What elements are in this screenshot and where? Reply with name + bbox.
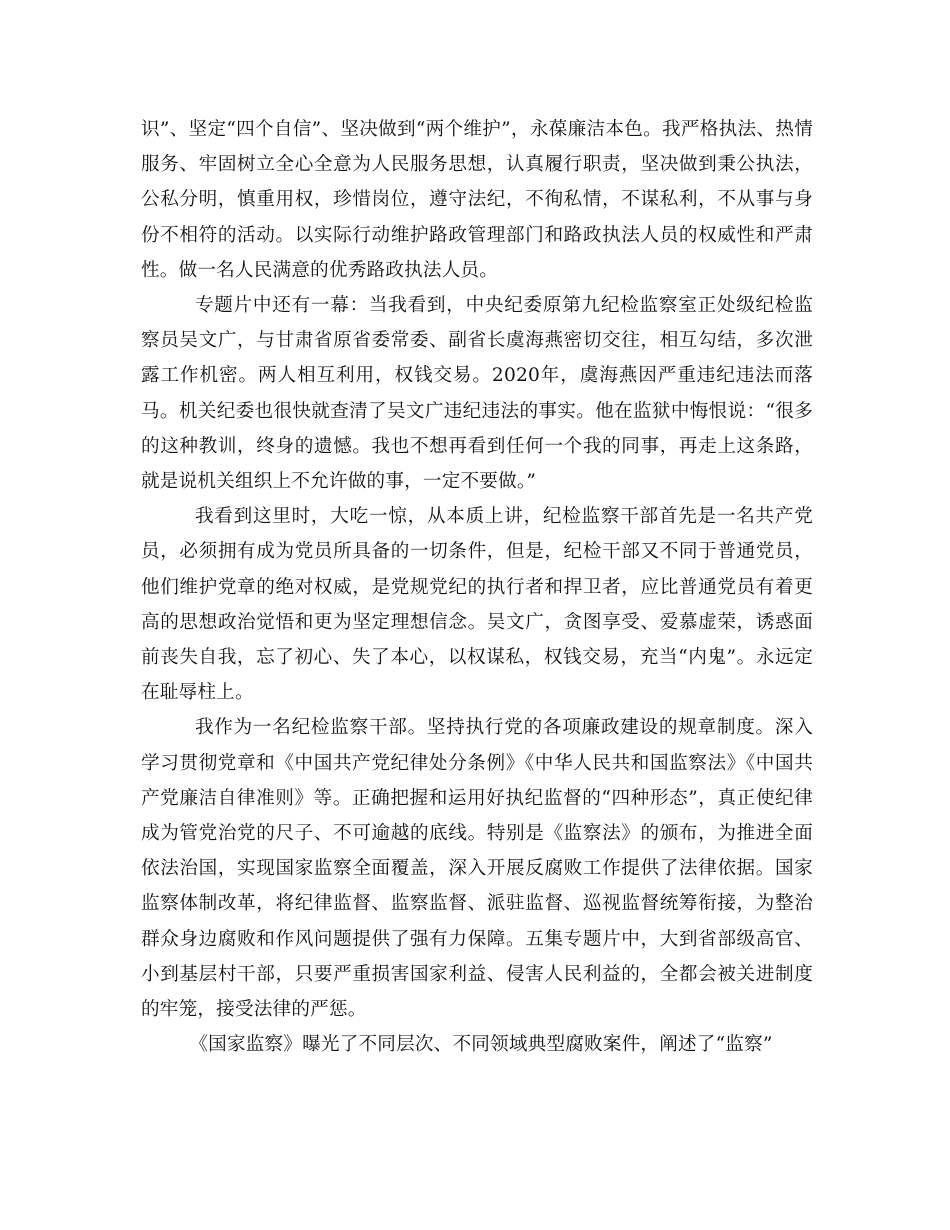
paragraph-4: 我作为一名纪检监察干部。坚持执行党的各项廉政建设的规章制度。深入学习贯彻党章和《中国共产党纪律处分条例》《中华人民共和国监察法》《中国共产党廉洁自律准则》等。正确把握和运用好执纪监督的“四种形态”，真正使纪律成为管党治党的尺子、不可逾越的底线。特别是《监察法》的颁布，为推进全面依法治国，实现国家监察全面覆盖，深入开展反腐败工作提供了法律依据。国家监察体制改革，将纪律监督、监察监督、派驻监督、巡视监督统筹衔接，为整治群众身边腐败和作风问题提供了强有力保障。五集专题片中，大到省部级高官、小到基层村干部，只要严重损害国家利益、侵害人民利益的，全都会被关进制度的牢笼，接受法律的严惩。 (141, 717, 813, 1021)
paragraph-3: 我看到这里时，大吃一惊，从本质上讲，纪检监察干部首先是一名共产党员，必须拥有成为党员所具备的一切条件，但是，纪检干部又不同于普通党员，他们维护党章的绝对权威，是党规党纪的执行者和捍卫者，应比普通党员有着更高的思想政治觉悟和更为坚定理想信念。吴文广，贪图享受、爱慕虚荣，诱惑面前丧失自我，忘了初心、失了本心，以权谋私，权钱交易，充当“内鬼”。永远定在耻辱柱上。 (141, 506, 813, 704)
document-page (141, 112, 813, 1062)
paragraph-2: 专题片中还有一幕：当我看到，中央纪委原第九纪检监察室正处级纪检监察员吴文广，与甘肃省原省委常委、副省长虞海燕密切交往，相互勾结，多次泄露工作机密。两人相互利用，权钱交易。2020年，虞海燕因严重违纪违法而落马。机关纪委也很快就查清了吴文广违纪违法的事实。他在监狱中悔恨说：“很多的这种教训，终身的遗憾。我也不想再看到任何一个我的同事，再走上这条路，就是说机关组织上不允许做的事，一定不要做。” (141, 295, 813, 493)
paragraph-1: 识”、坚定“四个自信”、坚决做到“两个维护”，永葆廉洁本色。我严格执法、热情服务、牢固树立全心全意为人民服务思想，认真履行职责，坚决做到秉公执法，公私分明，慎重用权，珍惜岗位，遵守法纪，不徇私情，不谋私利，不从事与身份不相符的活动。以实际行动维护路政管理部门和路政执法人员的权威性和严肃性。做一名人民满意的优秀路政执法人员。 (141, 119, 813, 281)
paragraph-5: 《国家监察》曝光了不同层次、不同领域典型腐败案件，阐述了“监察” (189, 1034, 773, 1056)
